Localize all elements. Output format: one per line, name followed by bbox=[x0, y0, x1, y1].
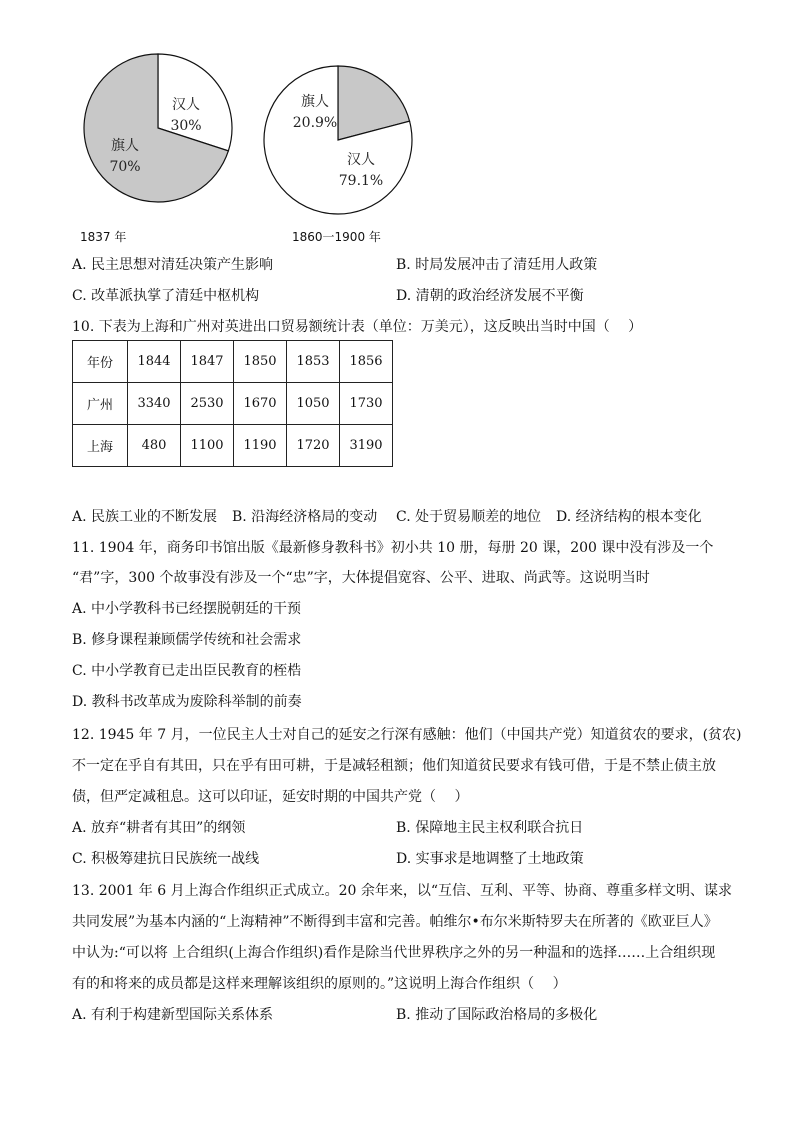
q12-stem-line-2: 不一定在乎自有其田，只在乎有田可耕，于是减轻租额；他们知道贫民要求有钱可借，于是不禁止债主放 bbox=[72, 758, 716, 774]
table-cell: 1720 bbox=[287, 425, 340, 467]
table-cell: 广州 bbox=[73, 383, 128, 425]
pie1-han-value: 30% bbox=[170, 118, 202, 134]
trade-table bbox=[72, 340, 393, 467]
table-header-cell: 1850 bbox=[234, 341, 287, 383]
q11-option-c: C. 中小学教育已走出臣民教育的桎梏 bbox=[72, 663, 302, 679]
q12-option-a: A. 放弃“耕者有其田”的纲领 bbox=[72, 820, 246, 836]
q13-stem-line-3: 中认为:“可以将 上合组织(上海合作组织)看作是除当代世界秩序之外的另一种温和的选择……上合组织现 bbox=[72, 945, 716, 961]
q11-stem-line-1: 11. 1904 年，商务印书馆出版《最新修身教科书》初小共 10 册，每册 20 课，200 课中没有涉及一个 bbox=[72, 540, 714, 556]
q13-stem-line-2: 共同发展”为基本内涵的“上海精神”不断得到丰富和完善。帕维尔•布尔米斯特罗夫在所著的《欧亚巨人》 bbox=[72, 914, 718, 930]
pie-chart-1837 bbox=[80, 40, 236, 216]
pie1-han-label: 汉人 bbox=[172, 97, 200, 113]
table-header-cell: 年份 bbox=[73, 341, 128, 383]
q11-option-a: A. 中小学教科书已经摆脱朝廷的干预 bbox=[72, 601, 302, 617]
q13-option-a: A. 有利于构建新型国际关系体系 bbox=[72, 1007, 274, 1023]
pie1-caption: 1837 年 bbox=[80, 230, 127, 244]
q10-option-a: A. 民族工业的不断发展 bbox=[72, 509, 218, 525]
table-header-cell: 1856 bbox=[340, 341, 393, 383]
q12-option-c: C. 积极筹建抗日民族统一战线 bbox=[72, 851, 260, 867]
pie2-qi-label: 旗人 bbox=[301, 94, 329, 110]
table-cell: 1190 bbox=[234, 425, 287, 467]
table-cell: 480 bbox=[128, 425, 181, 467]
table-row bbox=[73, 383, 393, 425]
q10-stem: 10. 下表为上海和广州对英进出口贸易额统计表（单位：万美元），这反映出当时中国（ ） bbox=[72, 319, 643, 335]
table-header-cell: 1853 bbox=[287, 341, 340, 383]
q12-option-d: D. 实事求是地调整了土地政策 bbox=[396, 851, 584, 867]
q13-stem-line-1: 13. 2001 年 6 月上海合作组织正式成立。20 余年来，以“互信、互利、平等、协商、尊重多样文明、谋求 bbox=[72, 883, 733, 899]
pie2-han-label: 汉人 bbox=[347, 152, 375, 168]
q9-option-c: C. 改革派执掌了清廷中枢机构 bbox=[72, 288, 260, 304]
q13-option-b: B. 推动了国际政治格局的多极化 bbox=[396, 1007, 598, 1023]
q12-option-b: B. 保障地主民主权利联合抗日 bbox=[396, 820, 584, 836]
table-cell: 1050 bbox=[287, 383, 340, 425]
q9-option-d: D. 清朝的政治经济发展不平衡 bbox=[396, 288, 584, 304]
q10-option-d: D. 经济结构的根本变化 bbox=[556, 509, 702, 525]
q10-option-c: C. 处于贸易顺差的地位 bbox=[396, 509, 542, 525]
pie2-qi-value: 20.9% bbox=[292, 115, 338, 131]
table-header-cell: 1847 bbox=[181, 341, 234, 383]
pie1-qi-value: 70% bbox=[109, 159, 141, 175]
q9-option-b: B. 时局发展冲击了清廷用人政策 bbox=[396, 257, 598, 273]
pie2-han-value: 79.1% bbox=[338, 173, 384, 189]
q11-option-d: D. 教科书改革成为废除科举制的前奏 bbox=[72, 694, 302, 710]
q9-option-a: A. 民主思想对清廷决策产生影响 bbox=[72, 257, 274, 273]
table-cell: 2530 bbox=[181, 383, 234, 425]
pie-chart-1860-1900 bbox=[258, 64, 418, 220]
table-cell: 1670 bbox=[234, 383, 287, 425]
q11-stem-line-2: “君”字，300 个故事没有涉及一个“忠”字，大体提倡宽容、公平、进取、尚武等。这说明当时 bbox=[72, 570, 650, 586]
q13-stem-line-4: 有的和将来的成员都是这样来理解该组织的原则的。”这说明上海合作组织（ ） bbox=[72, 976, 567, 992]
table-header-cell: 1844 bbox=[128, 341, 181, 383]
q11-option-b: B. 修身课程兼顾儒学传统和社会需求 bbox=[72, 632, 302, 648]
table-row bbox=[73, 425, 393, 467]
pie1-qi-label: 旗人 bbox=[111, 138, 139, 154]
q10-option-b: B. 沿海经济格局的变动 bbox=[232, 509, 378, 525]
q12-stem-line-3: 债，但严定减租息。这可以印证，延安时期的中国共产党（ ） bbox=[72, 789, 469, 805]
q12-stem-line-1: 12. 1945 年 7 月，一位民主人士对自己的延安之行深有感触：他们（中国共产党）知道贫农的要求，(贫农) bbox=[72, 727, 742, 743]
table-cell: 3190 bbox=[340, 425, 393, 467]
table-row bbox=[73, 341, 393, 383]
table-cell: 3340 bbox=[128, 383, 181, 425]
pie2-caption: 1860一1900 年 bbox=[292, 230, 381, 244]
table-cell: 1100 bbox=[181, 425, 234, 467]
table-cell: 1730 bbox=[340, 383, 393, 425]
table-cell: 上海 bbox=[73, 425, 128, 467]
